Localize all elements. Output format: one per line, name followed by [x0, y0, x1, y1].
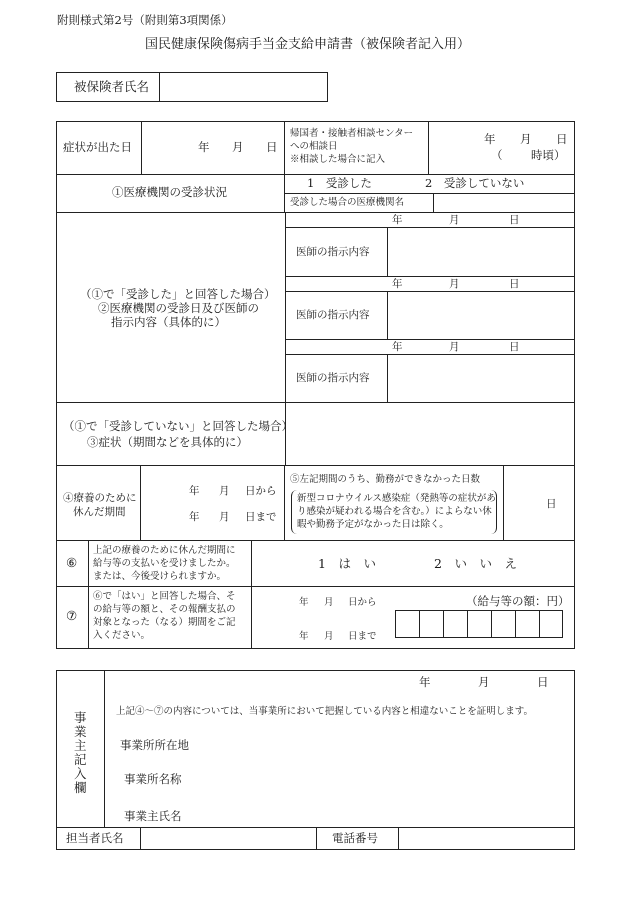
rest-from-year: 年 — [189, 485, 200, 497]
medical-status-label: ①医療機関の受診状況 — [112, 185, 227, 199]
employer-side-label-4: 記 — [74, 752, 87, 767]
q7-amount-field[interactable] — [395, 610, 563, 638]
visit-label-3: 指示内容（具体的に） — [111, 315, 226, 329]
note-line-3: 暇や勤務予定がなかった日は除く。 — [297, 519, 449, 530]
institution-label: 受診した場合の医療機関名 — [290, 197, 405, 208]
employer-date-day: 日 — [537, 675, 549, 689]
note-line-1: 新型コロナウイルス感染症（発熱等の症状があ — [297, 493, 496, 504]
symptom-day: 日 — [266, 140, 278, 154]
rest-to-year: 年 — [189, 511, 200, 523]
employer-owner-field[interactable] — [200, 805, 570, 825]
q7-number: ⑦ — [66, 608, 78, 623]
q7-to-month: 月 — [324, 631, 334, 642]
symptom-year: 年 — [198, 140, 210, 154]
q6-text-3: または、今後受けられますか。 — [93, 571, 227, 582]
visit3-instruction-label: 医師の指示内容 — [296, 372, 370, 384]
employer-side-label-5: 入 — [74, 766, 87, 781]
rest-to-day: 日まで — [245, 511, 277, 523]
unable-days-field[interactable] — [505, 467, 574, 539]
note-line-2: り感染が疑われる場合を含む。）によらない休 — [297, 506, 492, 517]
symptom-date-field[interactable] — [143, 123, 283, 173]
visit3-month: 月 — [449, 341, 460, 353]
option-visited[interactable]: 1 受診した — [307, 176, 372, 190]
employer-date-year: 年 — [419, 675, 431, 689]
q7-text-4: 入ください。 — [93, 630, 151, 641]
insured-name-label: 被保険者氏名 — [74, 79, 150, 94]
phone-field[interactable] — [400, 829, 574, 849]
visit1-instruction-field[interactable] — [389, 229, 574, 275]
no-visit-label-2: ③症状（期間などを具体的に） — [87, 435, 248, 449]
q7-text-2: の給与等の額と、その報酬支払の — [93, 604, 236, 615]
consult-day: 日 — [556, 132, 568, 146]
consult-year: 年 — [484, 132, 496, 146]
visit1-year: 年 — [392, 214, 403, 226]
visit2-instruction-label: 医師の指示内容 — [296, 309, 370, 321]
employer-company-field[interactable] — [200, 768, 570, 790]
visit-label-2: ②医療機関の受診日及び医師の — [98, 301, 259, 315]
employer-address-field[interactable] — [200, 734, 570, 756]
symptom-date-label: 症状が出た日 — [63, 140, 132, 154]
unable-days-unit: 日 — [546, 498, 557, 510]
consult-month: 月 — [520, 132, 532, 146]
visit1-month: 月 — [449, 214, 460, 226]
employer-address-label: 事業所所在地 — [120, 738, 189, 752]
employer-side-label-6: 欄 — [74, 780, 87, 795]
q7-from-day: 日から — [348, 597, 377, 608]
option-not-visited[interactable]: 2 受診していない — [425, 176, 525, 190]
consult-label-3: ※相談した場合に記入 — [290, 154, 386, 165]
symptom-detail-field[interactable] — [287, 404, 574, 464]
q6-yes-option[interactable]: 1 は い — [318, 556, 376, 571]
q7-text-1: ⑥で「はい」と回答した場合、そ — [93, 591, 236, 602]
q6-number: ⑥ — [66, 555, 78, 570]
visit2-instruction-field[interactable] — [389, 293, 574, 338]
consult-label-1: 帰国者・接触者相談センター — [290, 128, 414, 139]
staff-name-label: 担当者氏名 — [66, 831, 124, 845]
q7-from-month: 月 — [324, 597, 334, 608]
institution-field[interactable] — [435, 195, 574, 211]
q7-to-year: 年 — [299, 631, 309, 642]
q7-amount-label: （給与等の額：円） — [466, 594, 570, 608]
symptom-month: 月 — [232, 140, 244, 154]
employer-side-label-3: 主 — [74, 738, 87, 753]
visit3-year: 年 — [392, 341, 403, 353]
q7-text-3: 対象となった（なる）期間をご記 — [93, 617, 236, 628]
employer-side-label-1: 事 — [74, 710, 87, 725]
visit3-instruction-field[interactable] — [389, 356, 574, 401]
unable-days-label: ⑤左記期間のうち、勤務ができなかった日数 — [290, 474, 481, 485]
visit-label-1: （①で「受診した」と回答した場合） — [80, 287, 276, 301]
visit2-day: 日 — [509, 278, 520, 290]
consult-label-2: への相談日 — [290, 141, 338, 152]
visit1-instruction-label: 医師の指示内容 — [296, 246, 370, 258]
q7-to-day: 日まで — [348, 631, 377, 642]
rest-label-1: ④療養のために — [63, 492, 137, 504]
visit3-day: 日 — [509, 341, 520, 353]
insured-name-field[interactable] — [161, 74, 326, 100]
q6-no-option[interactable]: 2 い い え — [434, 556, 517, 571]
rest-period-field[interactable] — [142, 467, 283, 539]
rest-from-day: 日から — [245, 485, 277, 497]
phone-label: 電話番号 — [332, 831, 378, 845]
rest-label-2: 休んだ期間 — [73, 506, 126, 518]
consult-time-open: （ — [491, 148, 503, 162]
rest-from-month: 月 — [219, 485, 230, 497]
rest-to-month: 月 — [219, 511, 230, 523]
consult-time: 時頃） — [531, 148, 566, 162]
visit1-day: 日 — [509, 214, 520, 226]
q7-from-year: 年 — [299, 597, 309, 608]
staff-name-field[interactable] — [142, 829, 314, 849]
form-number: 附則様式第2号（附則第3項関係） — [57, 13, 233, 27]
visit2-year: 年 — [392, 278, 403, 290]
employer-certify-text: 上記④～⑦の内容については、当事業所において把握している内容と相違ないことを証明します。 — [116, 706, 534, 717]
q6-text-1: 上記の療養のために休んだ期間に — [93, 545, 236, 556]
no-visit-label-1: （①で「受診していない」と回答した場合） — [63, 419, 293, 433]
page-title: 国民健康保険傷病手当金支給申請書（被保険者記入用） — [145, 37, 471, 52]
q6-text-2: 給与等の支払いを受けましたか。 — [93, 558, 236, 569]
employer-company-label: 事業所名称 — [124, 772, 182, 786]
employer-side-label-2: 業 — [74, 724, 87, 739]
visit2-month: 月 — [449, 278, 460, 290]
employer-date-month: 月 — [478, 675, 490, 689]
employer-owner-label: 事業主氏名 — [124, 809, 182, 823]
